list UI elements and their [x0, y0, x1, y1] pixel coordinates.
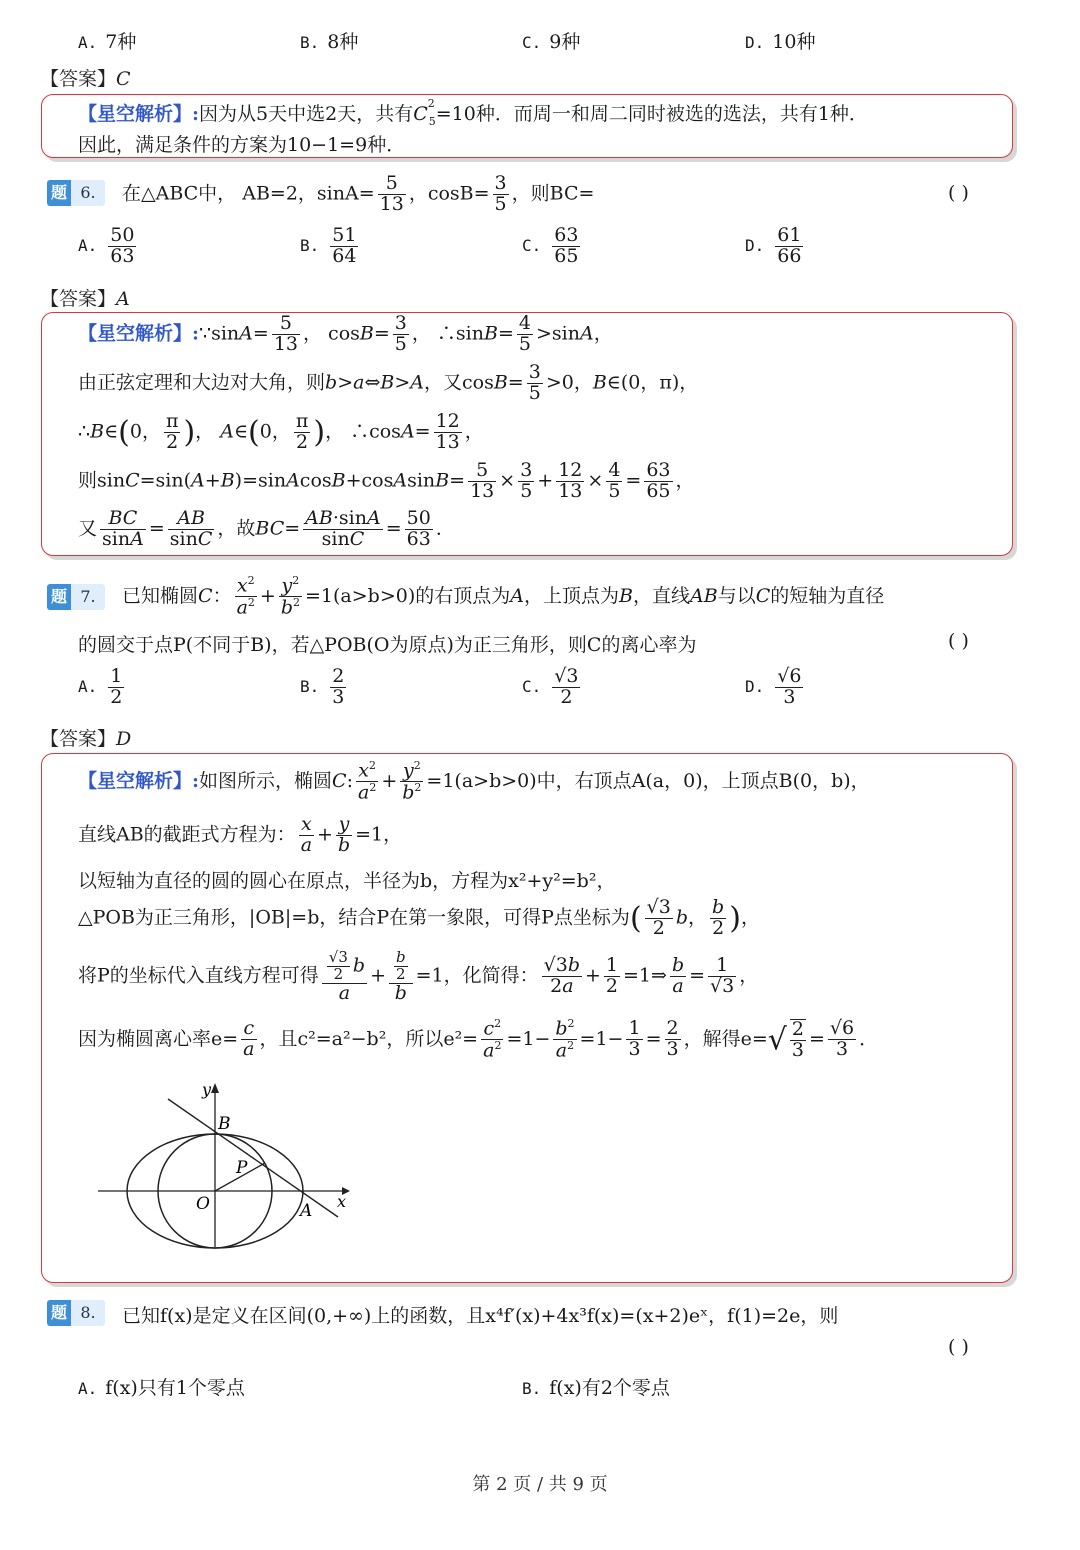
q7-expl-line6: 因为椭圆离心率e= $\frac{c}{a}$ ，且c²=a²−b²，所以e²= $\frac{c^2}{a^2}$ =1− $\frac{b^2}{a^2}$ =1− $\frac{1}{3}$ = $\frac{2}{3}$ ，解得e=√ $\frac{2}{3}$ = $\frac{√6}{3}$ ．: [78, 1017, 879, 1062]
line-ab: [168, 1099, 338, 1217]
q5-expl-line1: 【星空解析】:因为从5天中选2天，共有$C^2_5=10$种．而周一和周二同时被选的选法，共有1种．: [78, 96, 868, 128]
q6-answer: 【答案】A: [40, 288, 130, 310]
label-a: A: [300, 1201, 313, 1221]
q7-option-b: B. $\frac{2}{3}$: [300, 665, 345, 708]
q7-option-c: C. $\frac{√3}{2}$: [522, 665, 579, 708]
q5-option-c: C. 9种: [522, 31, 581, 53]
page-footer: 第 2 页 / 共 9 页: [472, 1474, 608, 1495]
q5-answer: 【答案】C: [40, 68, 131, 90]
q5-expl-line2: 因此，满足条件的方案为10−1=9种．: [78, 134, 406, 156]
q6-expl-line5: 又 $\frac{BC}{\sin A}$ = $\frac{AB}{\sin C}$ ，故BC= $\frac{AB\cdot\sin A}{\sin C}$ = $\frac{50}{63}$ ．: [78, 507, 455, 550]
q6-answer-paren: ( ): [948, 182, 969, 204]
q6-expl-line4: 则sinC=sin(A+B)=sinAcosB+cosAsinB= $\frac{5}{13}$ × $\frac{3}{5}$ + $\frac{12}{13}$ × $\frac{4}{5}$ = $\frac{63}{65}$ ，: [78, 459, 695, 502]
q8-number-tag: 题 8.: [47, 1300, 107, 1326]
q5-option-b: B. 8种: [300, 31, 359, 53]
label-b: B: [218, 1114, 231, 1134]
q6-stem: 在△ABC中， AB=2，sinA= $\frac{5}{13}$ ，cosB= $\frac{3}{5}$ ，则BC=: [122, 172, 595, 215]
q6-expl-line2: 由正弦定理和大边对大角，则b>a⇔B>A，又cosB= $\frac{3}{5}$ >0，B∈(0，π)，: [78, 361, 699, 404]
q8-stem: 已知f(x)是定义在区间(0,+∞)上的函数，且x⁴f′(x)+4x³f(x)=(x+2)eˣ，f(1)=2e，则: [122, 1305, 839, 1327]
q6-expl-line1: 【星空解析】:∵sinA= $\frac{5}{13}$ ， cosB= $\frac{3}{5}$ ， ∴sinB= $\frac{4}{5}$ >sinA，: [78, 312, 613, 355]
q7-option-d: D. $\frac{√6}{3}$: [745, 665, 802, 708]
q7-option-a: A. $\frac{1}{2}$: [78, 665, 123, 708]
label-x: x: [337, 1192, 347, 1211]
q5-option-d: D. 10种: [745, 31, 816, 53]
q7-expl-line5: 将P的坐标代入直线方程可得 $\frac{√3}{2}$ b a + $\frac{\frac{b}{2}}{b}$ =1，化简得： $\frac{√3b}{2a}$ + $\frac{1}{2}$ =1⇒ $\frac{b}{a}$ = $\frac{1}{√3}$ ，: [78, 948, 759, 1004]
q6-option-a: A. $\frac{50}{63}$: [78, 224, 135, 267]
q8-answer-paren: ( ): [948, 1336, 969, 1358]
q6-option-b: B. $\frac{51}{64}$: [300, 224, 357, 267]
q7-expl-line4: △POB为正三角形，|OB|=b，结合P在第一象限，可得P点坐标为( $\frac{√3}{2}$ b， $\frac{b}{2}$ )，: [78, 896, 760, 939]
q7-stem-line2: 的圆交于点P(不同于B)，若△POB(O为原点)为正三角形，则C的离心率为: [78, 634, 697, 656]
q5-option-a: A. 7种: [78, 31, 137, 53]
q7-expl-line3: 以短轴为直径的圆的圆心在原点，半径为b，方程为x²+y²=b²，: [78, 870, 616, 892]
q6-expl-line3: ∴B∈(0， $\frac{\pi}{2}$ )， A∈(0， $\frac{\pi}{2}$ )， ∴cosA= $\frac{12}{13}$ ，: [78, 410, 484, 453]
y-axis-arrow: [211, 1083, 219, 1093]
q7-answer-paren: ( ): [948, 630, 969, 652]
label-p: P: [236, 1158, 248, 1178]
label-y: y: [202, 1080, 212, 1099]
q7-answer: 【答案】D: [40, 728, 132, 750]
q6-number-tag: 题 6.: [47, 180, 107, 206]
q7-expl-line1: 【星空解析】:如图所示，椭圆C: $\frac{x^2}{a^2}$ + $\frac{y^2}{b^2}$ =1(a>b>0)中，右顶点A(a，0)，上顶点B(0，b)，: [78, 759, 870, 804]
q6-option-c: C. $\frac{63}{65}$: [522, 224, 579, 267]
q7-number-tag: 题 7.: [47, 584, 107, 610]
q8-option-b: B. f(x)有2个零点: [522, 1377, 670, 1399]
label-o: O: [196, 1194, 210, 1214]
q6-option-d: D. $\frac{61}{66}$: [745, 224, 802, 267]
q8-option-a: A. f(x)只有1个零点: [78, 1377, 245, 1399]
q7-expl-line2: 直线AB的截距式方程为： $\frac{x}{a}$ + $\frac{y}{b}$ =1，: [78, 813, 403, 856]
q7-stem-line1: 已知椭圆C： $\frac{x^2}{a^2}$ + $\frac{y^2}{b^2}$ =1(a>b>0)的右顶点为A，上顶点为B，直线AB与以C的短轴为直径: [122, 574, 885, 619]
q7-ellipse-figure: [90, 1075, 360, 1250]
